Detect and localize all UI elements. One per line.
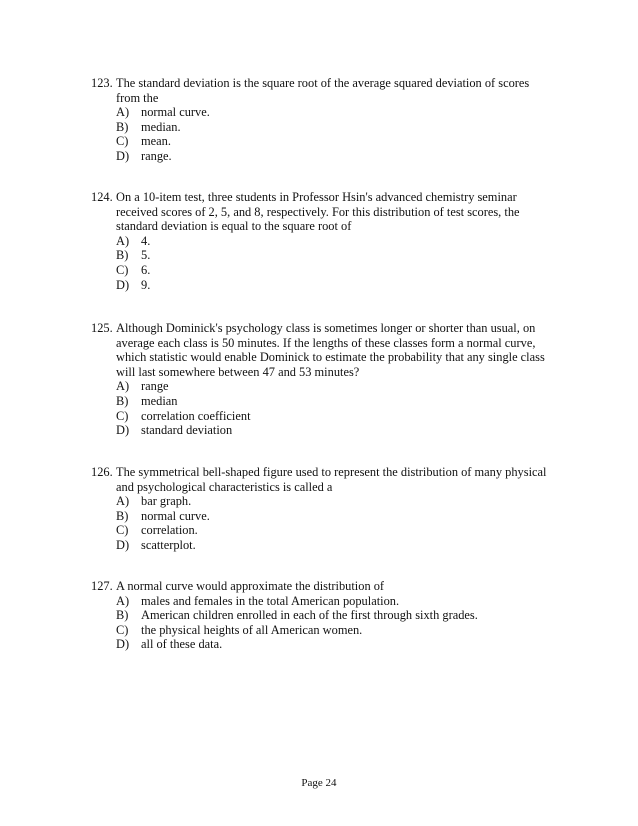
answer-choices [116, 594, 561, 652]
choice-letter: B) [116, 248, 129, 263]
question-text: The standard deviation is the square root of the average squared deviation of scores from the [116, 76, 530, 105]
choice-text: range [141, 379, 169, 394]
choice-c [116, 623, 561, 638]
question-126 [91, 465, 561, 553]
choice-letter: C) [116, 262, 129, 277]
choice-letter: D) [116, 423, 130, 438]
question-123 [91, 76, 561, 164]
choice-text: mean. [141, 134, 171, 149]
choice-text: median. [141, 119, 181, 134]
choice-text: correlation coefficient [141, 408, 251, 423]
choice-text: normal curve. [141, 508, 210, 523]
answer-choices [116, 379, 561, 437]
choice-letter: A) [116, 105, 130, 120]
answer-choices [116, 494, 561, 552]
choice-d [116, 538, 561, 553]
choice-c [116, 523, 561, 538]
choice-text: standard deviation [141, 423, 233, 438]
choice-text: 9. [141, 277, 151, 292]
choice-text: males and females in the total American population. [141, 593, 400, 608]
answer-choices [116, 105, 561, 163]
choice-letter: D) [116, 537, 130, 552]
choice-letter: D) [116, 148, 130, 163]
choice-letter: A) [116, 494, 130, 509]
question-text: The symmetrical bell-shaped figure used to represent the distribution of many physical and psychological characteristics is called a [116, 465, 547, 494]
choice-b [116, 509, 561, 524]
choice-a [116, 594, 561, 609]
choice-d [116, 149, 561, 164]
question-125 [91, 321, 561, 438]
choice-a [116, 105, 561, 120]
choice-text: median [141, 393, 178, 408]
choice-text: 6. [141, 262, 151, 277]
choice-text: 4. [141, 233, 151, 248]
question-text: A normal curve would approximate the distribution of [116, 579, 385, 593]
choice-c [116, 263, 561, 278]
choice-b [116, 120, 561, 135]
choice-letter: D) [116, 277, 130, 292]
question-text: On a 10-item test, three students in Professor Hsin's advanced chemistry seminar received scores of 2, 5, and 8, respectively. For this distribution of test scores, the standard deviation is equal to the square root of [116, 190, 520, 234]
choice-b [116, 248, 561, 263]
choice-letter: B) [116, 393, 129, 408]
question-124 [91, 190, 561, 292]
choice-letter: A) [116, 233, 130, 248]
question-number: 124. [91, 190, 113, 204]
question-number: 125. [91, 321, 113, 335]
choice-a [116, 234, 561, 249]
choice-letter: B) [116, 508, 129, 523]
choice-letter: A) [116, 379, 130, 394]
question-number: 123. [91, 76, 113, 90]
choice-letter: B) [116, 119, 129, 134]
page-number: Page 24 [301, 777, 337, 789]
choice-c [116, 134, 561, 149]
question-number: 126. [91, 465, 113, 479]
choice-text: all of these data. [141, 637, 223, 652]
choice-letter: B) [116, 608, 129, 623]
choice-c [116, 409, 561, 424]
choice-letter: C) [116, 523, 129, 538]
choice-text: normal curve. [141, 105, 210, 120]
choice-letter: C) [116, 134, 129, 149]
choice-letter: A) [116, 593, 130, 608]
choice-letter: D) [116, 637, 130, 652]
choice-d [116, 637, 561, 652]
answer-choices [116, 234, 561, 292]
choice-b [116, 608, 561, 623]
choice-text: 5. [141, 248, 151, 263]
choice-text: correlation. [141, 523, 198, 538]
choice-letter: C) [116, 408, 129, 423]
question-127 [91, 579, 561, 652]
choice-text: the physical heights of all American women. [141, 622, 363, 637]
choice-text: scatterplot. [141, 537, 196, 552]
question-text: Although Dominick's psychology class is sometimes longer or shorter than usual, on average each class is 50 minutes. If the lengths of these classes form a normal curve, which statistic would enable Dominick to estimate the probability that any single class will last somewhere between 47 and 53 minutes? [116, 321, 545, 379]
choice-text: bar graph. [141, 494, 192, 509]
choice-d [116, 423, 561, 438]
question-number: 127. [91, 579, 113, 593]
choice-b [116, 394, 561, 409]
choice-a [116, 379, 561, 394]
choice-letter: C) [116, 622, 129, 637]
choice-text: American children enrolled in each of the first through sixth grades. [141, 608, 478, 623]
choice-a [116, 494, 561, 509]
choice-text: range. [141, 148, 172, 163]
choice-d [116, 278, 561, 293]
